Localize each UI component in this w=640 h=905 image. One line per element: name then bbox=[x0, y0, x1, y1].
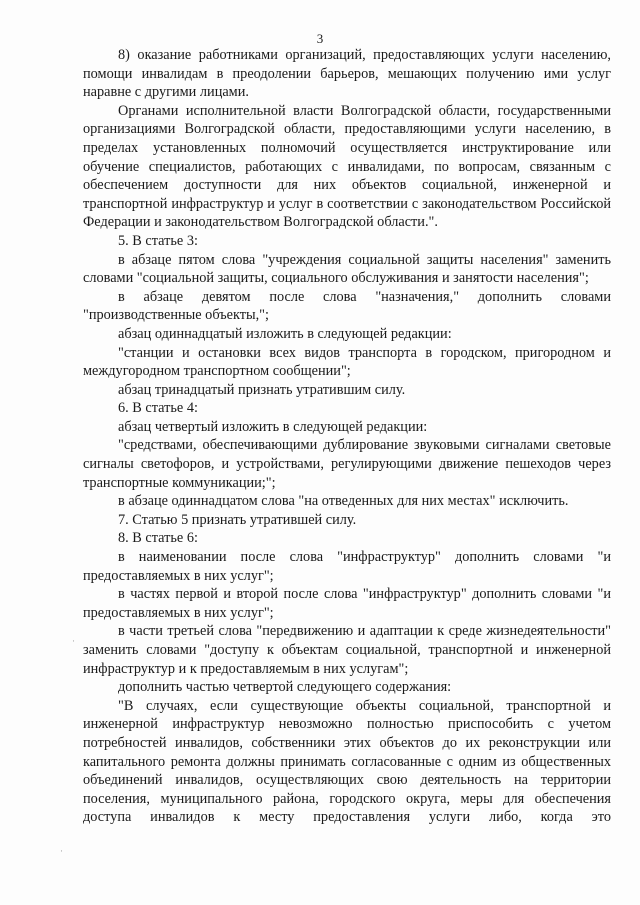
paragraph-instruction: Органами исполнительной власти Волгоградской области, государственными организациями Волгоградской области, предоставляющими услуги населению, в пределах установленных полномочий осуществляется инструктирование или обучение специалистов, работающих с инвалидами, по вопросам, связанным с обеспечением доступности для них объектов социальной, инженерной и транспортной инфраструктур и услуг в соответствии с законодательством Российской Федерации и законодательством Волгоградской области.". bbox=[83, 102, 611, 231]
paragraph-article-6-title: в наименовании после слова "инфраструктур" дополнить словами "и предоставляемых в них услуг"; bbox=[83, 549, 611, 584]
paragraph-article-6-part-4-intro: дополнить частью четвертой следующего содержания: bbox=[118, 679, 452, 696]
paragraph-article-6-part-4-text: "В случаях, если существующие объекты социальной, транспортной и инженерной инфраструктур невозможно полностью приспособить с учетом потребностей инвалидов, собственники этих объектов до их реконструкции или капитального ремонта должны принимать согласованные с одним из общественных объединений инвалидов, осуществляющих свою деятельность на территории поселения, муниципального района, городского округа, меры для обеспечения доступа инвалидов к месту предоставления услуги либо, когда это bbox=[83, 697, 611, 826]
scan-mark: · bbox=[60, 846, 63, 856]
paragraph-article-3-para-11: абзац одиннадцатый изложить в следующей редакции: bbox=[118, 325, 452, 342]
paragraph-article-4-para-4: абзац четвертый изложить в следующей редакции: bbox=[118, 418, 428, 435]
paragraph-article-4-heading: 6. В статье 4: bbox=[118, 400, 198, 417]
paragraph-article-6-heading: 8. В статье 6: bbox=[118, 530, 198, 547]
document-body bbox=[83, 46, 611, 827]
paragraph-article-3-para-5: в абзаце пятом слова "учреждения социальной защиты населения" заменить словами "социальной защиты, социального обслуживания и занятости населения"; bbox=[83, 251, 611, 287]
paragraph-article-6-parts-1-2: в частях первой и второй после слова "инфраструктур" дополнить словами "и предоставляемых в них услуг"; bbox=[83, 586, 611, 621]
paragraph-article-3-para-9: в абзаце девятом после слова "назначения," дополнить словами "производственные объекты,"; bbox=[83, 288, 611, 324]
paragraph-article-3-heading: 5. В статье 3: bbox=[118, 232, 198, 249]
page-number: 3 bbox=[316, 31, 324, 46]
paragraph-article-3-para-13: абзац тринадцатый признать утратившим силу. bbox=[118, 381, 406, 398]
paragraph-article-4-para-11: в абзаце одиннадцатом слова "на отведенных для них местах" исключить. bbox=[118, 493, 569, 510]
paragraph-article-4-para-4-text: "средствами, обеспечивающими дублирование звуковыми сигналами световые сигналы светофоров, и устройствами, регулирующими движение пешеходов через транспортные коммуникации;"; bbox=[83, 437, 611, 491]
paragraph-article-6-part-3: в части третьей слова "передвижению и адаптации к среде жизнедеятельности" заменить словами "доступу к объектам социальной, транспортной и инженерной инфраструктур и к предоставляемым в них услугам"; bbox=[83, 623, 611, 677]
paragraph-item-8: 8) оказание работниками организаций, предоставляющих услуги населению, помощи инвалидам в преодолении барьеров, мешающих получению ими услуг наравне с другими лицами. bbox=[83, 47, 611, 101]
scan-mark: · bbox=[72, 636, 75, 646]
paragraph-article-3-para-11-text: "станции и остановки всех видов транспорта в городском, пригородном и междугородном транспортном сообщении"; bbox=[83, 344, 611, 380]
paragraph-article-5: 7. Статью 5 признать утратившей силу. bbox=[118, 511, 357, 528]
